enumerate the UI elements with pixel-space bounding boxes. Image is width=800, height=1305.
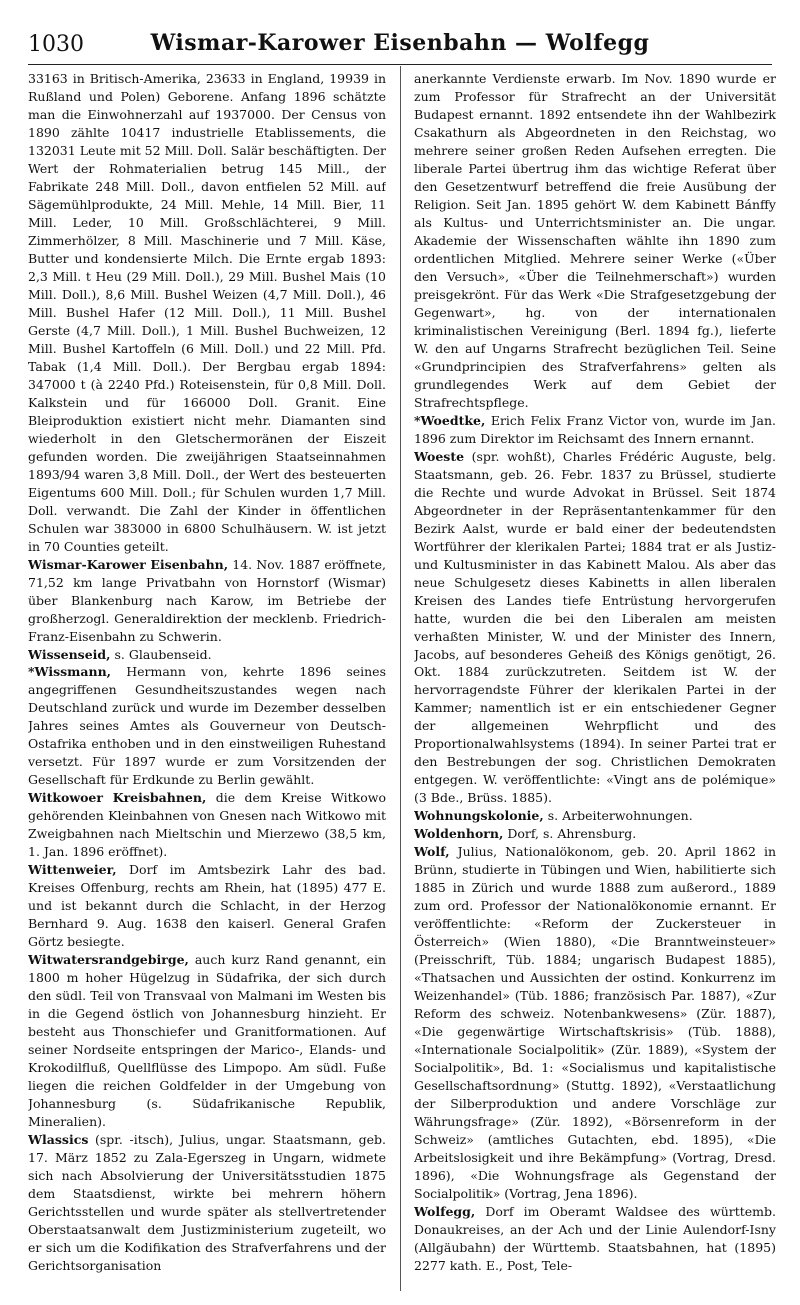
entry <box>28 1131 386 1275</box>
entry-text: die dem Kreise Witkowo gehörenden Kleinbahnen von Gnesen nach Witkowo mit Zweigbahnen nach Mieltschin und Mierzewo (38,5 km, 1. Jan. 1896 eröffnet). <box>28 790 386 860</box>
entry <box>28 556 386 646</box>
entry <box>28 951 386 1131</box>
entry <box>28 70 386 556</box>
page-header <box>28 20 772 65</box>
entry-headword: Wolf, <box>414 844 450 860</box>
entry-headword: *Woedtke, <box>414 412 486 428</box>
entry-text: anerkannte Verdienste erwarb. Im Nov. 1890 wurde er zum Professor für Strafrecht an der Universität Budapest ernannt. 1892 entsendete ihn der Wahlbezirk Csakathurn als Abgeordneten in den Reichstag, wo mehrere seiner großen Reden Aufsehen erregten. Die liberale Partei übertrug ihm das wichtige Referat über den Gesetzentwurf betreffend die freie Ausübung der Religion. Seit Jan. 1895 gehört W. dem Kabinett Bánffy als Kultus- und Unterrichtsminister an. Die ungar. Akademie der Wissenschaften wählte ihn 1890 zum ordentlichen Mitglied. Mehrere seiner Werke («Über den Versuch», «Über die Teilnehmerschaft») wurden preisgekrönt. Für das Werk «Die Strafgesetzgebung der Gegenwart», hg. von der internationalen kriminalistischen Vereinigung (Berl. 1894 fg.), lieferte W. den auf Ungarns Strafrecht bezüglichen Teil. Seine «Grundprincipien des Strafverfahrens» gelten als grundlegendes Werk auf dem Gebiet der Strafrechtspflege. <box>414 71 776 410</box>
entry-headword: Wlassics <box>28 1132 89 1148</box>
entry-headword: Witkowoer Kreisbahnen, <box>28 790 207 806</box>
entry-text: 14. Nov. 1887 eröffnete, 71,52 km lange Privatbahn von Hornstorf (Wismar) über Blankenburg nach Karow, im Betriebe der großherzogl. Generaldirektion der mecklenb. Friedrich-Franz-Eisenbahn zu Schwerin. <box>28 556 386 644</box>
entry-text: s. Glaubenseid. <box>114 646 212 662</box>
entry-headword: *Wissmann, <box>28 664 112 680</box>
entry <box>28 861 386 951</box>
entry-headword: Wittenweier, <box>28 862 117 878</box>
entry-headword: Wismar-Karower Eisenbahn, <box>28 556 229 572</box>
left-column <box>28 70 386 1291</box>
entry <box>414 412 776 448</box>
entry-text: (spr. wohßt), Charles Frédéric Auguste, belg. Staatsmann, geb. 26. Febr. 1837 zu Brüssel, studierte die Rechte und wurde Advokat in Brüssel. Seit 1874 Abgeordneter in der Repräsentantenkammer für den Bezirk Aalst, wurde er bald einer der bedeutendsten Wortführer der klerikalen Partei; 1884 trat er als Justiz- und Kultusminister in das Kabinett Malou. Als aber das neue Schulgesetz dieses Kabinetts in allen liberalen Kreisen des Landes tiefe Entrüstung hervorgerufen hatte, wurden die bei den Liberalen am meisten verhaßten Minister, W. und der Minister des Innern, Jacobs, auf besonderes Geheiß des Königs genötigt, 26. Okt. 1884 zurückzutreten. Seitdem ist W. der hervorragendste Führer der klerikalen Partei in der Kammer; namentlich ist er ein entschiedener Gegner der allgemeinen Wehrpflicht und des Proportionalwahlsystems (1894). In seiner Partei trat er den Bestrebungen der sog. Christlichen Demokraten entgegen. W. veröffentlichte: «Vingt ans de polémique» (3 Bde., Brüss. 1885). <box>414 448 776 806</box>
running-title: Wismar-Karower Eisenbahn — Wolfegg <box>150 30 650 56</box>
entry <box>414 843 776 1203</box>
right-column <box>414 70 776 1291</box>
entry <box>414 70 776 412</box>
entry-text: Dorf, s. Ahrensburg. <box>507 826 637 842</box>
column-divider <box>400 66 401 1291</box>
entry <box>414 807 776 825</box>
entry-text: Dorf im Amtsbezirk Lahr des bad. Kreises Offenburg, rechts am Rhein, hat (1895) 477 E. und ist bekannt durch die Schlacht, in der Herzog Bernhard 9. Aug. 1638 den kaiserl. General Grafen Görtz besiegte. <box>28 862 386 950</box>
entry-text: 33163 in Britisch-Amerika, 23633 in England, 19939 in Rußland und Polen) Geborene. Anfang 1896 schätzte man die Einwohnerzahl auf 1937000. Der Census von 1890 zählte 10417 industrielle Etablissements, die 132031 Leute mit 52 Mill. Doll. Salär beschäftigten. Der Wert der Rohmaterialien betrug 145 Mill., der Fabrikate 248 Mill. Doll., davon entfielen 52 Mill. auf Sägemühlprodukte, 24 Mill. Mehle, 14 Mill. Bier, 11 Mill. Leder, 10 Mill. Großschlächterei, 9 Mill. Zimmerhölzer, 8 Mill. Maschinerie und 7 Mill. Käse, Butter und kondensierte Milch. Die Ernte ergab 1893: 2,3 Mill. t Heu (29 Mill. Doll.), 29 Mill. Bushel Mais (10 Mill. Doll.), 8,6 Mill. Bushel Weizen (4,7 Mill. Doll.), 46 Mill. Bushel Hafer (12 Mill. Doll.), 11 Mill. Bushel Gerste (4,7 Mill. Doll.), 1 Mill. Bushel Buchweizen, 12 Mill. Bushel Kartoffeln (6 Mill. Doll.) und 22 Mill. Pfd. Tabak (1,4 Mill. Doll.). Der Bergbau ergab 1894: 347000 t (à 2240 Pfd.) Roteisenstein, für 0,8 Mill. Doll. Kalkstein und für 166000 Doll. Granit. Eine Bleiproduktion existiert nicht mehr. Diamanten sind wiederholt in den Gletschermoränen der Eiszeit gefunden worden. Die zweijährigen Staatseinnahmen 1893/94 waren 3,8 Mill. Doll., der Wert des besteuerten Eigentums 600 Mill. Doll.; für Schulen wurden 1,7 Mill. Doll. verwandt. Die Zahl der Kinder in öffentlichen Schulen war 383000 in 6800 Schulhäusern. W. ist jetzt in 70 Counties geteilt. <box>28 71 386 554</box>
entry-text: Julius, Nationalökonom, geb. 20. April 1862 in Brünn, studierte in Tübingen und Wien, habilitierte sich 1885 in Zürich und wurde 1888 zum außerord., 1889 zum ord. Professor der Nationalökonomie ernannt. Er veröffentlichte: «Reform der Zuckersteuer in Österreich» (Wien 1880), «Die Branntweinsteuer» (Preisschrift, Tüb. 1884; ungarisch Budapest 1885), «Thatsachen und Aussichten der ostind. Konkurrenz im Weizenhandel» (Tüb. 1886; französisch Par. 1887), «Zur Reform des schweiz. Notenbankwesens» (Zür. 1887), «Die gegenwärtige Wirtschaftskrisis» (Tüb. 1888), «Internationale Socialpolitik» (Zür. 1889), «System der Socialpolitik», Bd. 1: «Socialismus und kapitalistische Gesellschaftsordnung» (Stuttg. 1892), «Verstaatlichung der Silberproduktion und andere Vorschläge zur Währungsfrage» (Zür. 1892), «Börsenreform in der Schweiz» (amtliches Gutachten, ebd. 1895), «Die Arbeitslosigkeit und ihre Bekämpfung» (Vortrag, Dresd. 1896), «Die Wohnungsfrage als Gegenstand der Socialpolitik» (Vortrag, Jena 1896). <box>414 844 776 1202</box>
entry <box>414 825 776 843</box>
entry-text: Dorf im Oberamt Waldsee des württemb. Donaukreises, an der Ach und der Linie Aulendorf-Isny (Allgäubahn) der Württemb. Staatsbahnen, hat (1895) 2277 kath. E., Post, Tele- <box>414 1204 776 1273</box>
entry-headword: Wolfegg, <box>414 1204 476 1220</box>
entry-headword: Woldenhorn, <box>414 826 504 842</box>
entry <box>414 1203 776 1275</box>
entry <box>28 646 386 664</box>
entry <box>28 663 386 789</box>
entry-text: s. Arbeiterwohnungen. <box>547 808 693 824</box>
entry-text: auch kurz Rand genannt, ein 1800 m hoher Hügelzug in Südafrika, der sich durch den südl. Teil von Transvaal von Malmani im Westen bis in die Gegend östlich von Johannesburg hinzieht. Er besteht aus Thonschiefer und Granitformationen. Auf seiner Nordseite entspringen der Marico-, Elands- und Krokodilfluß, Quellflüsse des Limpopo. Am südl. Fuße liegen die reichen Goldfelder in der Umgebung von Johannesburg (s. Südafrikanische Republik, Mineralien). <box>28 952 386 1130</box>
entry-text: Erich Felix Franz Victor von, wurde im Jan. 1896 zum Direktor im Reichsamt des Innern ernannt. <box>414 412 776 446</box>
entry-text: (spr. -itsch), Julius, ungar. Staatsmann, geb. 17. März 1852 zu Zala-Egerszeg in Ungarn, widmete sich nach Absolvierung der Universitätsstudien 1875 dem Staatsdienst, wirkte bei mehrern höhern Gerichtsstellen und wurde später als stellvertretender Oberstaatsanwalt dem Justizministerium zugeteilt, wo er sich um die Kodifikation des Strafverfahrens und der Gerichtsorganisation <box>28 1132 386 1273</box>
entry-headword: Witwatersrandgebirge, <box>28 952 189 968</box>
entry-headword: Wissenseid, <box>28 646 111 662</box>
entry-headword: Wohnungskolonie, <box>414 808 544 824</box>
entry-headword: Woeste <box>414 448 465 464</box>
page-number: 1030 <box>28 32 84 57</box>
entry <box>28 789 386 861</box>
entry <box>414 448 776 808</box>
entry-text: Hermann von, kehrte 1896 seines angegriffenen Gesundheitszustandes wegen nach Deutschland zurück und wurde im Dezember desselben Jahres seines Amtes als Gouverneur von Deutsch-Ostafrika enthoben und in den einstweiligen Ruhestand versetzt. Für 1897 wurde er zum Vorsitzenden der Gesellschaft für Erdkunde zu Berlin gewählt. <box>28 664 386 788</box>
